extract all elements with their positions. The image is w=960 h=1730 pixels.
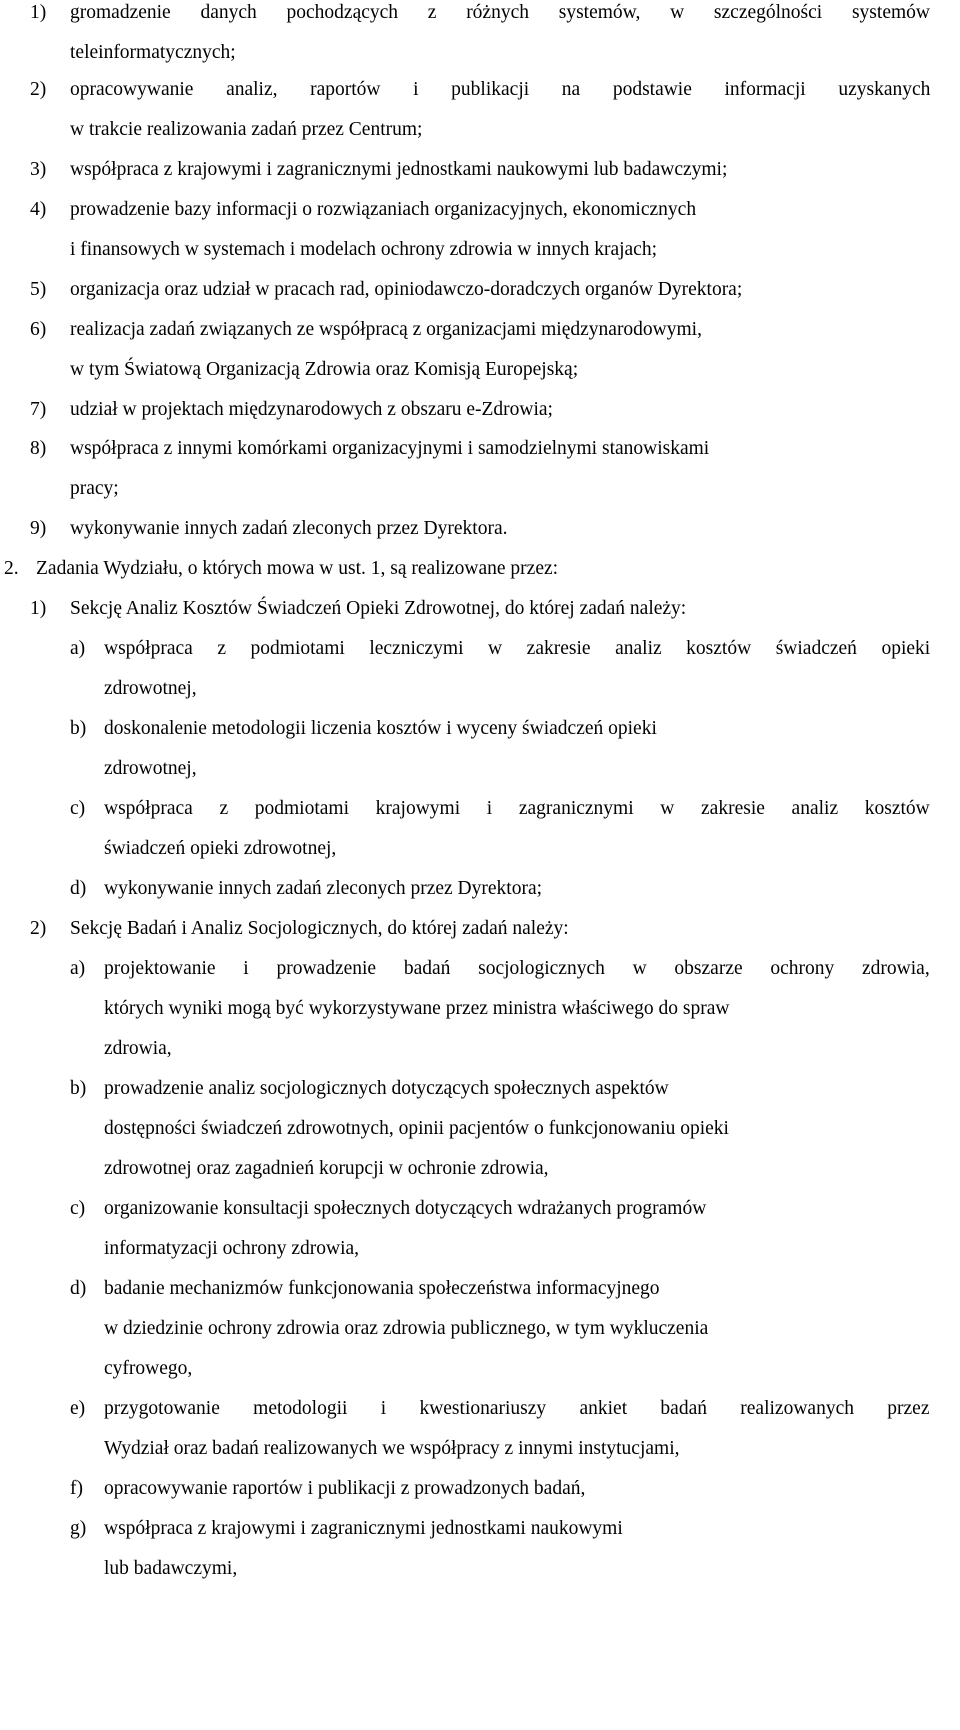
item-text: informatyzacji ochrony zdrowia, xyxy=(104,1238,360,1259)
item-letter: b) xyxy=(70,1078,87,1099)
subsection-title: Sekcję Badań i Analiz Socjologicznych, do której zadań należy: xyxy=(70,918,569,939)
item-text: organizowanie konsultacji społecznych dotyczących wdrażanych programów xyxy=(104,1198,707,1219)
item-text: dostępności świadczeń zdrowotnych, opinii pacjentów o funkcjonowaniu opieki xyxy=(104,1118,729,1139)
list-item xyxy=(0,519,960,543)
item-number: 8) xyxy=(30,438,47,459)
list-item xyxy=(0,1279,960,1303)
list-item-continuation xyxy=(104,999,729,1019)
item-text: współpraca z krajowymi i zagranicznymi jednostkami naukowymi lub badawczymi; xyxy=(70,159,728,180)
subsection-number: 2) xyxy=(30,918,47,939)
item-number: 6) xyxy=(30,319,47,340)
list-item-continuation xyxy=(70,479,119,499)
item-text: udział w projektach międzynarodowych z obszaru e-Zdrowia; xyxy=(70,399,553,420)
list-item xyxy=(0,1199,960,1223)
list-item-continuation xyxy=(70,240,657,260)
list-item xyxy=(0,1399,960,1423)
list-item-continuation xyxy=(104,1039,172,1059)
item-text: prowadzenie bazy informacji o rozwiązaniach organizacyjnych, ekonomicznych xyxy=(70,199,697,220)
item-letter: b) xyxy=(70,718,87,739)
list-item-continuation xyxy=(104,679,197,699)
list-item xyxy=(0,799,960,823)
section-number: 2. xyxy=(4,558,19,579)
item-text: i finansowych w systemach i modelach ochrony zdrowia w innych krajach; xyxy=(70,239,657,260)
item-letter: c) xyxy=(70,798,86,819)
item-text: współpraca z podmiotami krajowymi i zagranicznymi w zakresie analiz kosztów xyxy=(104,798,930,819)
item-text: prowadzenie analiz socjologicznych dotyczących społecznych aspektów xyxy=(104,1078,669,1099)
item-text: wykonywanie innych zadań zleconych przez Dyrektora; xyxy=(104,878,543,899)
item-text: których wyniki mogą być wykorzystywane przez ministra właściwego do spraw xyxy=(104,998,730,1019)
item-number: 1) xyxy=(30,2,47,23)
item-text: świadczeń opieki zdrowotnej, xyxy=(104,838,337,859)
list-item-continuation xyxy=(104,839,336,859)
item-letter: a) xyxy=(70,958,86,979)
section-heading xyxy=(0,559,960,583)
list-item xyxy=(0,639,960,663)
subsection-heading xyxy=(0,599,960,623)
item-letter: d) xyxy=(70,878,87,899)
list-item xyxy=(0,400,960,424)
list-item xyxy=(0,1479,960,1503)
item-number: 3) xyxy=(30,159,47,180)
subsection-title: Sekcję Analiz Kosztów Świadczeń Opieki Zdrowotnej, do której zadań należy: xyxy=(70,598,687,619)
item-text: doskonalenie metodologii liczenia kosztów i wyceny świadczeń opieki xyxy=(104,718,657,739)
item-text: w trakcie realizowania zadań przez Centrum; xyxy=(70,119,423,140)
item-text: zdrowotnej, xyxy=(104,758,197,779)
section-text: Zadania Wydziału, o których mowa w ust. 1, są realizowane przez: xyxy=(36,558,559,579)
list-item-continuation xyxy=(104,1359,192,1379)
item-text: cyfrowego, xyxy=(104,1358,193,1379)
list-item-continuation xyxy=(104,1119,729,1139)
item-text: gromadzenie danych pochodzących z różnych systemów, w szczególności systemów xyxy=(70,2,930,23)
item-letter: a) xyxy=(70,638,86,659)
item-number: 5) xyxy=(30,279,47,300)
list-item xyxy=(0,1519,960,1543)
list-item-continuation xyxy=(104,1439,680,1459)
item-text: w tym Światową Organizacją Zdrowia oraz Komisją Europejską; xyxy=(70,359,579,380)
list-item xyxy=(0,80,960,104)
list-item-continuation xyxy=(70,43,236,63)
item-text: zdrowia, xyxy=(104,1038,172,1059)
item-text: pracy; xyxy=(70,478,119,499)
list-item-continuation xyxy=(104,1239,359,1259)
subsection-heading xyxy=(0,919,960,943)
list-item xyxy=(0,280,960,304)
item-text: lub badawczymi, xyxy=(104,1558,238,1579)
item-text: opracowywanie raportów i publikacji z prowadzonych badań, xyxy=(104,1478,586,1499)
list-item xyxy=(0,3,960,27)
item-text: przygotowanie metodologii i kwestionariuszy ankiet badań realizowanych przez xyxy=(104,1398,930,1419)
item-number: 7) xyxy=(30,399,47,420)
item-text: Wydział oraz badań realizowanych we współpracy z innymi instytucjami, xyxy=(104,1438,680,1459)
list-item-continuation xyxy=(70,360,578,380)
item-text: wykonywanie innych zadań zleconych przez Dyrektora. xyxy=(70,518,508,539)
subsection-number: 1) xyxy=(30,598,47,619)
item-letter: c) xyxy=(70,1198,86,1219)
item-text: opracowywanie analiz, raportów i publikacji na podstawie informacji uzyskanych xyxy=(70,79,931,100)
list-item xyxy=(0,160,960,184)
item-letter: g) xyxy=(70,1518,87,1539)
item-letter: e) xyxy=(70,1398,86,1419)
item-text: współpraca z innymi komórkami organizacyjnymi i samodzielnymi stanowiskami xyxy=(70,438,710,459)
item-text: organizacja oraz udział w pracach rad, opiniodawczo-doradczych organów Dyrektora; xyxy=(70,279,743,300)
item-number: 9) xyxy=(30,518,47,539)
item-number: 4) xyxy=(30,199,47,220)
item-text: realizacja zadań związanych ze współpracą z organizacjami międzynarodowymi, xyxy=(70,319,702,340)
item-text: w dziedzinie ochrony zdrowia oraz zdrowia publicznego, w tym wykluczenia xyxy=(104,1318,709,1339)
list-item-continuation xyxy=(70,120,422,140)
list-item-continuation xyxy=(104,1319,708,1339)
item-text: współpraca z podmiotami leczniczymi w zakresie analiz kosztów świadczeń opieki xyxy=(104,638,931,659)
list-item xyxy=(0,200,960,224)
item-text: badanie mechanizmów funkcjonowania społeczeństwa informacyjnego xyxy=(104,1278,660,1299)
item-text: współpraca z krajowymi i zagranicznymi jednostkami naukowymi xyxy=(104,1518,623,1539)
list-item xyxy=(0,879,960,903)
list-item-continuation xyxy=(104,1159,549,1179)
item-text: teleinformatycznych; xyxy=(70,42,236,63)
item-number: 2) xyxy=(30,79,47,100)
item-text: projektowanie i prowadzenie badań socjologicznych w obszarze ochrony zdrowia, xyxy=(104,958,930,979)
item-letter: d) xyxy=(70,1278,87,1299)
list-item-continuation xyxy=(104,1559,237,1579)
item-text: zdrowotnej oraz zagadnień korupcji w ochronie zdrowia, xyxy=(104,1158,549,1179)
list-item xyxy=(0,320,960,344)
list-item xyxy=(0,1079,960,1103)
list-item-continuation xyxy=(104,759,197,779)
list-item xyxy=(0,719,960,743)
list-item xyxy=(0,959,960,983)
item-text: zdrowotnej, xyxy=(104,678,197,699)
item-letter: f) xyxy=(70,1478,83,1499)
list-item xyxy=(0,439,960,463)
